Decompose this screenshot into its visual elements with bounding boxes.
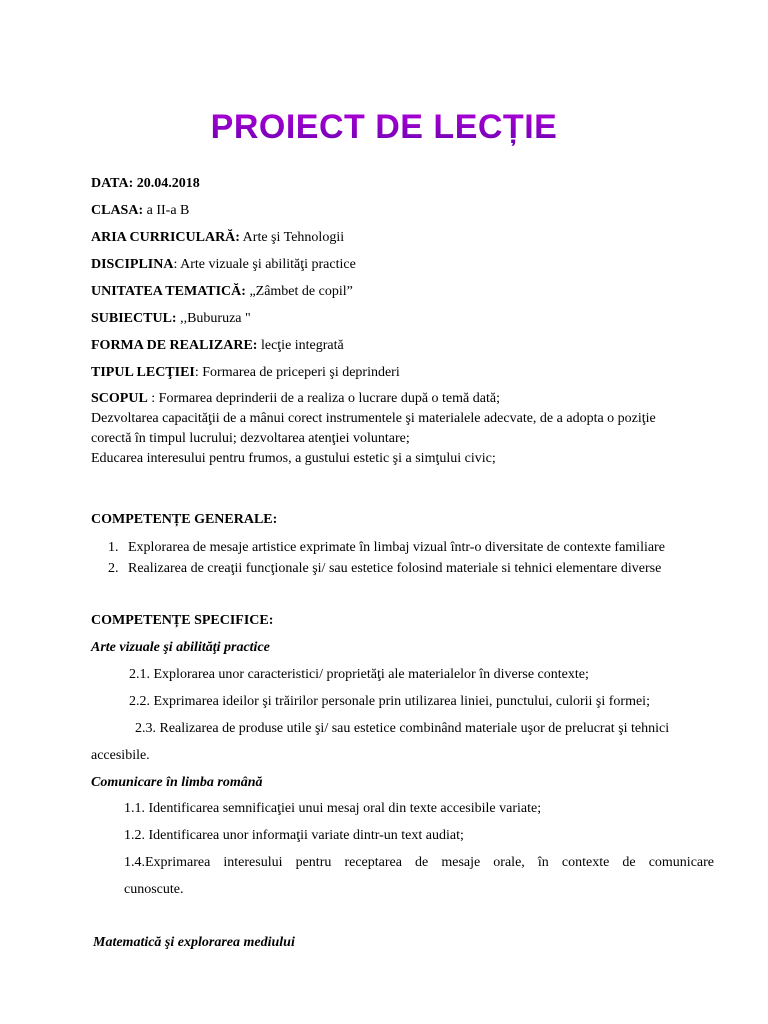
competente-generale-heading: COMPETENȚE GENERALE: (91, 512, 278, 527)
list-number: 2. (108, 561, 119, 576)
meta-value: Arte şi Tehnologii (239, 230, 345, 245)
scop-line: Dezvoltarea capacităţii de a mânui corect instrumentele şi materialele adecvate, de a adopta o poziţie (91, 411, 656, 426)
list-item (108, 540, 665, 561)
meta-value: : Arte vizuale şi abilităţi practice (173, 257, 356, 272)
subject-matematica-heading: Matematică şi explorarea mediului (93, 935, 295, 950)
meta-disciplina (91, 257, 356, 273)
meta-value: lecţie integrată (257, 338, 344, 353)
meta-value: „Zâmbet de copil” (245, 284, 353, 299)
competenta-item-continuation: accesibile. (91, 748, 150, 763)
meta-label: SUBIECTUL: (91, 311, 177, 326)
competenta-item: 1.2. Identificarea unor informaţii variate dintr-un text audiat; (124, 828, 464, 843)
meta-forma-de-realizare (91, 338, 344, 354)
meta-label: ARIA CURRICULARĂ: (91, 230, 240, 245)
scop-text: : Formarea deprinderii de a realiza o lucrare după o temă dată; (147, 391, 500, 406)
list-item-text: Explorarea de mesaje artistice exprimate în limbaj vizual într-o diversitate de contexte familiare (128, 540, 665, 555)
page-title: PROIECT DE LECȚIE (0, 108, 768, 147)
list-number: 1. (108, 540, 119, 555)
meta-value: ,,Buburuza " (176, 311, 251, 326)
list-item (108, 561, 665, 582)
scop-line (91, 389, 711, 409)
meta-value: a II-a B (143, 203, 190, 218)
competenta-item: 2.1. Explorarea unor caracteristici/ proprietăţi ale materialelor în diverse contexte; (129, 667, 589, 682)
competenta-item: 2.3. Realizarea de produse utile şi/ sau estetice combinând materiale uşor de prelucrat şi tehnici (135, 721, 670, 736)
scop-line: corectă în timpul lucrului; dezvoltarea atenţiei voluntare; (91, 431, 410, 446)
scop-line: Educarea interesului pentru frumos, a gustului estetic şi a simţului civic; (91, 451, 496, 466)
meta-label: DISCIPLINA (91, 257, 174, 272)
meta-value: : Formarea de priceperi şi deprinderi (194, 365, 400, 380)
competenta-item: 2.2. Exprimarea ideilor şi trăirilor personale prin utilizarea liniei, punctului, culorii şi formei; (129, 694, 650, 709)
list-item-text: Realizarea de creaţii funcţionale şi/ sau estetice folosind materiale si tehnici elementare diverse (128, 561, 662, 576)
meta-label: UNITATEA TEMATICĂ: (91, 284, 246, 299)
meta-unitatea-tematica (91, 284, 353, 300)
scop-label: SCOPUL (91, 391, 148, 406)
competente-specifice-heading: COMPETENȚE SPECIFICE: (91, 613, 274, 628)
subject-arte-heading: Arte vizuale şi abilităţi practice (91, 640, 270, 655)
meta-label: DATA: 20.04.2018 (91, 176, 200, 191)
competenta-item: 1.1. Identificarea semnificaţiei unui mesaj oral din texte accesibile variate; (124, 801, 542, 816)
meta-label: TIPUL LECŢIEI (91, 365, 195, 380)
meta-label: FORMA DE REALIZARE: (91, 338, 258, 353)
meta-label: CLASA: (91, 203, 144, 218)
meta-subiectul (91, 311, 251, 327)
meta-clasa (91, 203, 189, 219)
meta-tipul-lectiei (91, 365, 400, 381)
meta-aria-curriculara (91, 230, 344, 246)
meta-data (91, 176, 200, 192)
subject-comunicare-heading: Comunicare în limba română (91, 775, 263, 790)
competenta-item: 1.4.Exprimarea interesului pentru receptarea de mesaje orale, în contexte de comunicare (124, 855, 714, 870)
competente-generale-list (108, 540, 665, 582)
scop-section (91, 389, 711, 469)
competenta-item-continuation: cunoscute. (124, 882, 184, 897)
